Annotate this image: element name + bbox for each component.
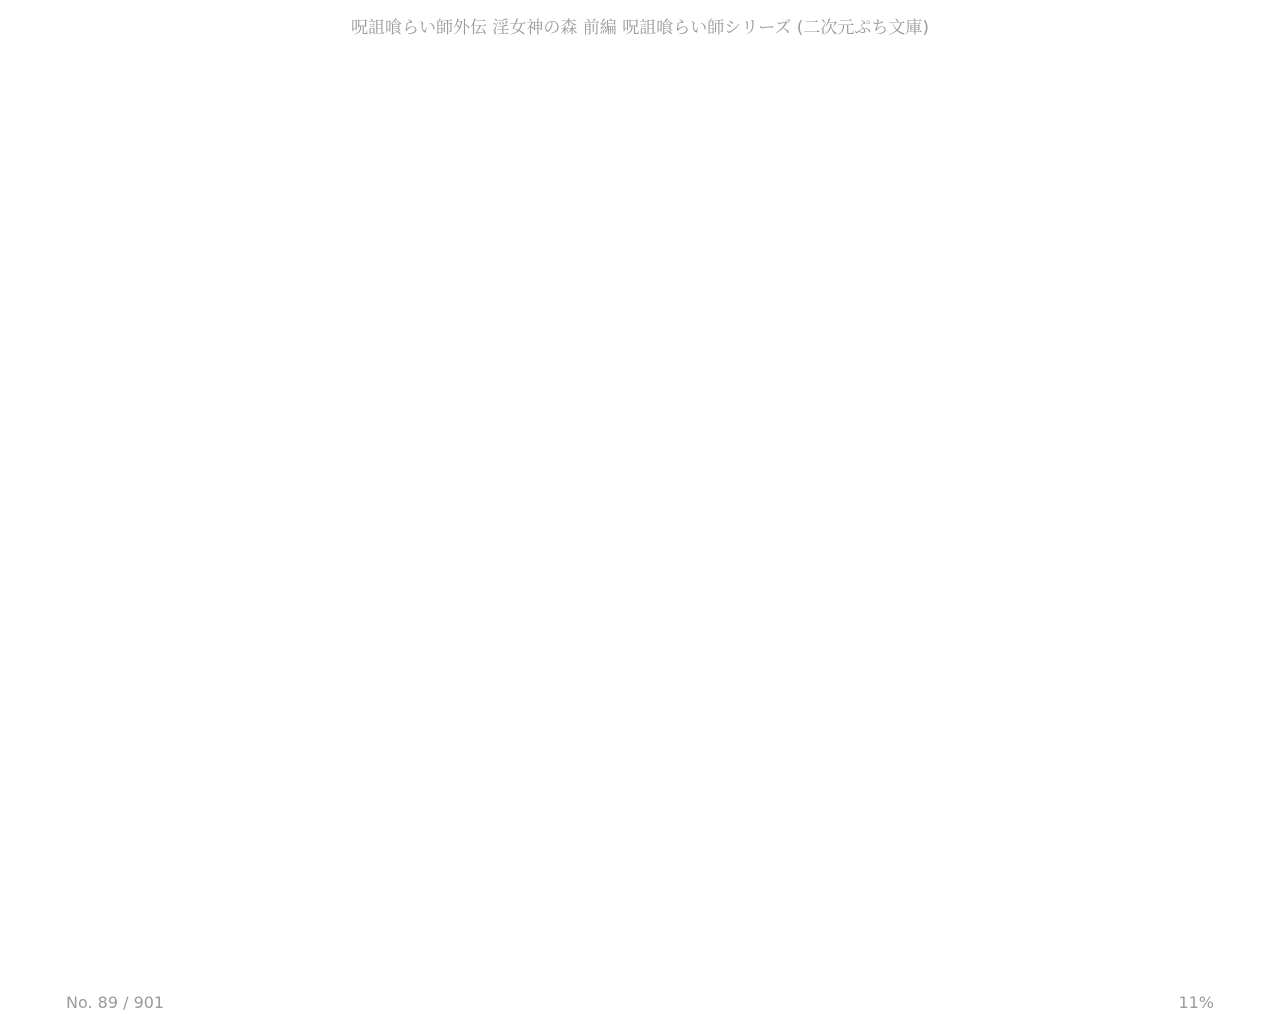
page-text-area[interactable] xyxy=(60,60,1220,960)
book-title: 呪詛喰らい師外伝 淫女神の森 前編 呪詛喰らい師シリーズ (二次元ぷち文庫) xyxy=(350,17,930,38)
location-indicator[interactable]: No. 89 / 901 xyxy=(66,993,165,1012)
book-title-bar[interactable] xyxy=(0,0,1280,50)
progress-indicator[interactable]: 11% xyxy=(1178,993,1214,1012)
